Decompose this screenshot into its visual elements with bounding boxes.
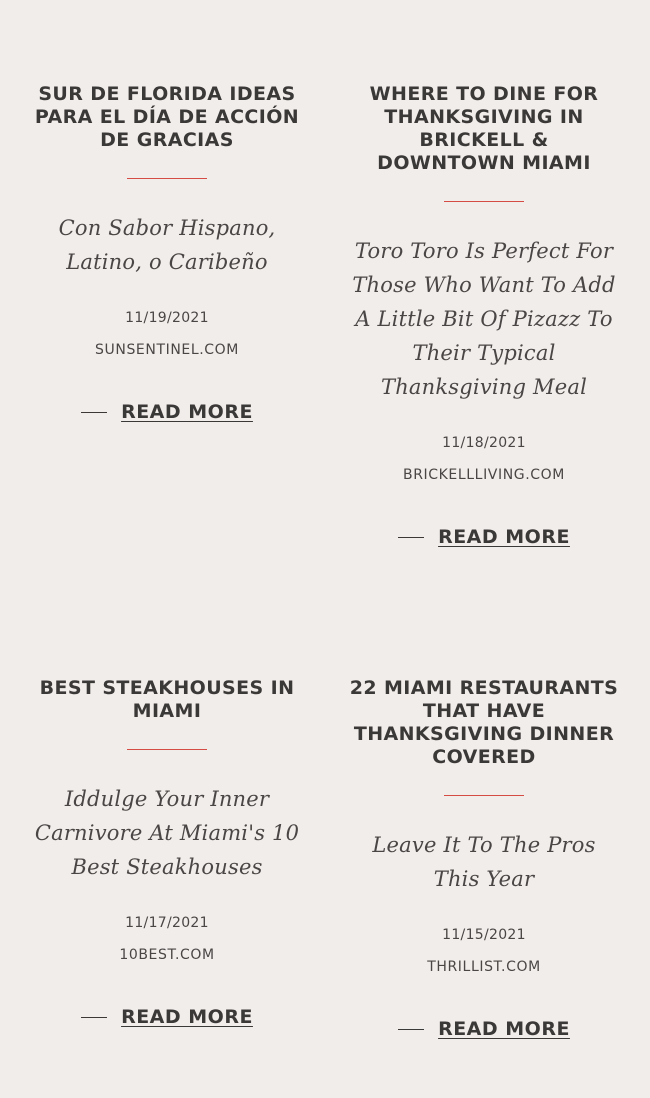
- title-divider: [127, 749, 207, 750]
- read-more-link[interactable]: READ MORE: [121, 1006, 253, 1028]
- article-date: 11/15/2021: [442, 927, 526, 943]
- article-title: BEST STEAKHOUSES IN MIAMI: [39, 677, 295, 722]
- article-description: Toro Toro Is Perfect For Those Who Want To Add A Little Bit Of Pizazz To Their Typical Thanksgiving Meal: [352, 239, 616, 399]
- article-card: [349, 83, 619, 548]
- read-more-link[interactable]: READ MORE: [438, 526, 570, 548]
- read-more-row: [32, 1006, 302, 1028]
- read-more-link[interactable]: READ MORE: [121, 401, 253, 423]
- article-source: SUNSENTINEL.COM: [95, 342, 239, 358]
- article-date: 11/18/2021: [442, 435, 526, 451]
- read-more-row: [32, 401, 302, 423]
- article-source: THRILLIST.COM: [427, 959, 541, 975]
- article-card: [349, 677, 619, 1040]
- read-more-row: [349, 526, 619, 548]
- dash-icon: [398, 537, 424, 538]
- article-description: Iddulge Your Inner Carnivore At Miami's 10 Best Steakhouses: [34, 787, 300, 879]
- dash-icon: [398, 1029, 424, 1030]
- article-description: Leave It To The Pros This Year: [372, 833, 596, 891]
- article-date: 11/17/2021: [125, 915, 209, 931]
- read-more-row: [349, 1018, 619, 1040]
- article-card: [32, 83, 302, 423]
- title-divider: [127, 178, 207, 179]
- dash-icon: [81, 412, 107, 413]
- article-title: 22 MIAMI RESTAURANTS THAT HAVE THANKSGIVING DINNER COVERED: [349, 677, 619, 768]
- read-more-link[interactable]: READ MORE: [438, 1018, 570, 1040]
- article-date: 11/19/2021: [125, 310, 209, 326]
- dash-icon: [81, 1017, 107, 1018]
- title-divider: [444, 795, 524, 796]
- article-source: BRICKELLLIVING.COM: [403, 467, 565, 483]
- article-title: SUR DE FLORIDA IDEAS PARA EL DÍA DE ACCIÓN DE GRACIAS: [34, 83, 300, 151]
- article-source: 10BEST.COM: [119, 947, 215, 963]
- title-divider: [444, 201, 524, 202]
- article-title: WHERE TO DINE FOR THANKSGIVING IN BRICKELL & DOWNTOWN MIAMI: [369, 83, 599, 174]
- article-description: Con Sabor Hispano, Latino, o Caribeño: [58, 216, 276, 274]
- article-card: [32, 677, 302, 1028]
